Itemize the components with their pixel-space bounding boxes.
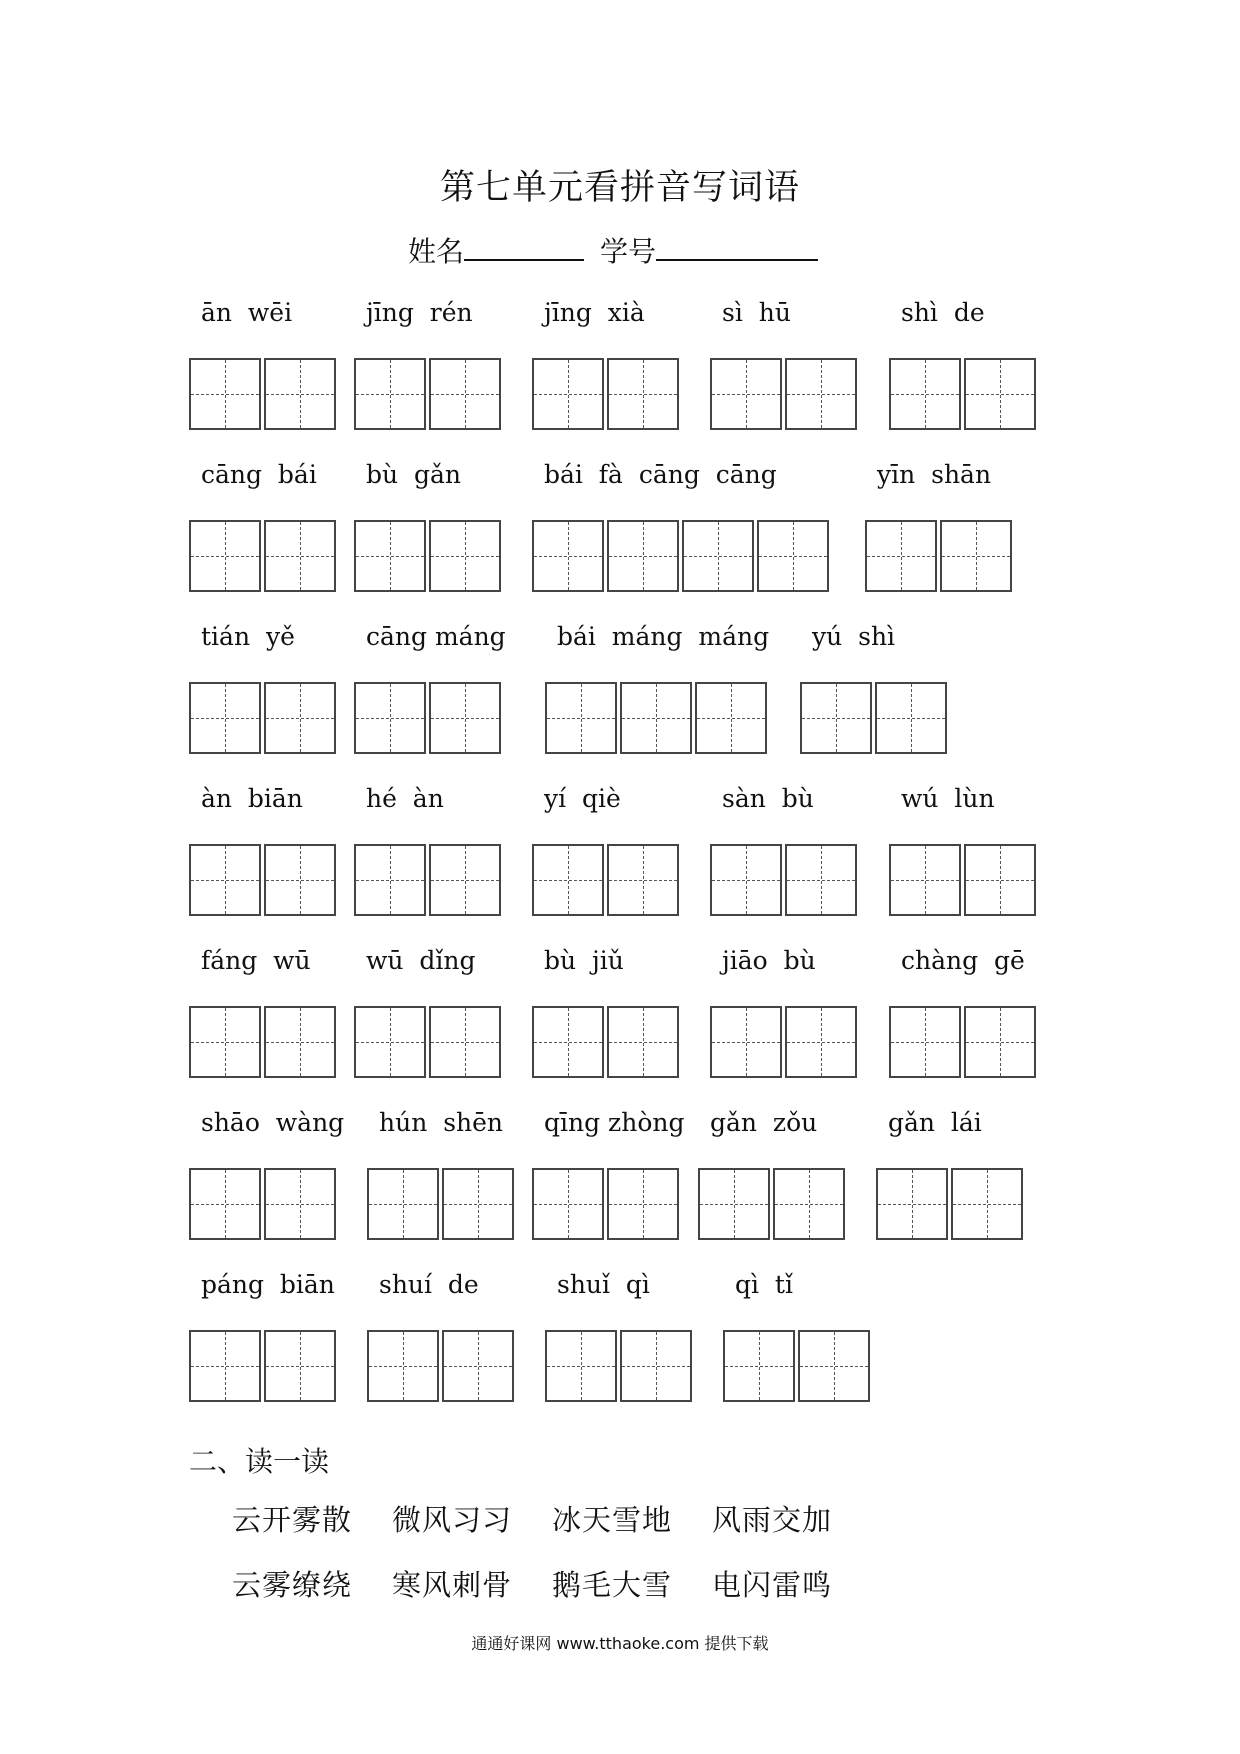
writing-box[interactable] (785, 358, 857, 430)
writing-box[interactable] (264, 358, 336, 430)
student-info (408, 230, 818, 270)
phrase: 鹅毛大雪 (552, 1568, 673, 1602)
writing-box[interactable] (429, 844, 501, 916)
writing-box[interactable] (607, 520, 679, 592)
writing-box[interactable] (532, 1006, 604, 1078)
pinyin-label: qīng zhòng (544, 1108, 685, 1137)
writing-box[interactable] (189, 358, 261, 430)
pinyin-label: bù jiǔ (544, 946, 624, 975)
pinyin-label: ān wēi (201, 298, 293, 327)
writing-box[interactable] (532, 1168, 604, 1240)
section-2-title: 二、读一读 (189, 1445, 330, 1478)
writing-box[interactable] (367, 1168, 439, 1240)
pinyin-label: gǎn lái (888, 1108, 982, 1137)
pinyin-label: gǎn zǒu (710, 1108, 818, 1137)
pinyin-label: yú shì (812, 622, 896, 651)
pinyin-label: cāng máng (366, 622, 506, 651)
writing-box[interactable] (798, 1330, 870, 1402)
writing-box[interactable] (620, 682, 692, 754)
writing-box[interactable] (354, 682, 426, 754)
writing-box[interactable] (698, 1168, 770, 1240)
writing-box[interactable] (889, 844, 961, 916)
writing-box[interactable] (710, 1006, 782, 1078)
writing-box[interactable] (429, 1006, 501, 1078)
phrase: 冰天雪地 (552, 1503, 673, 1537)
writing-box[interactable] (889, 358, 961, 430)
writing-box[interactable] (429, 358, 501, 430)
pinyin-label: shuǐ qì (557, 1270, 650, 1299)
writing-box[interactable] (723, 1330, 795, 1402)
pinyin-label: shì de (901, 298, 985, 327)
writing-box[interactable] (442, 1330, 514, 1402)
writing-box[interactable] (710, 844, 782, 916)
writing-box[interactable] (545, 1330, 617, 1402)
writing-box[interactable] (189, 682, 261, 754)
pinyin-label: hé àn (366, 784, 444, 813)
writing-box[interactable] (354, 358, 426, 430)
writing-box[interactable] (264, 844, 336, 916)
pinyin-label: jīng rén (366, 298, 473, 327)
writing-box[interactable] (875, 682, 947, 754)
pinyin-label: fáng wū (201, 946, 311, 975)
pinyin-label: qì tǐ (735, 1270, 793, 1299)
pinyin-label: jiāo bù (722, 946, 816, 975)
phrase: 微风习习 (392, 1503, 513, 1537)
phrase: 云雾缭绕 (232, 1568, 353, 1602)
writing-box[interactable] (940, 520, 1012, 592)
name-blank[interactable] (464, 235, 584, 261)
writing-box[interactable] (354, 844, 426, 916)
writing-box[interactable] (354, 520, 426, 592)
writing-box[interactable] (189, 844, 261, 916)
writing-box[interactable] (964, 844, 1036, 916)
writing-box[interactable] (607, 844, 679, 916)
footer: 通通好课网 www.tthaoke.com 提供下载 (471, 1634, 769, 1653)
pinyin-label: wū dǐng (366, 946, 476, 975)
writing-box[interactable] (189, 1168, 261, 1240)
writing-box[interactable] (964, 1006, 1036, 1078)
writing-box[interactable] (189, 520, 261, 592)
writing-box[interactable] (442, 1168, 514, 1240)
writing-box[interactable] (189, 1330, 261, 1402)
writing-box[interactable] (532, 844, 604, 916)
writing-box[interactable] (545, 682, 617, 754)
writing-box[interactable] (532, 358, 604, 430)
number-blank[interactable] (656, 235, 818, 261)
writing-box[interactable] (264, 1330, 336, 1402)
writing-box[interactable] (264, 520, 336, 592)
pinyin-label: hún shēn (379, 1108, 504, 1137)
pinyin-label: chàng gē (901, 946, 1025, 975)
pinyin-label: páng biān (201, 1270, 335, 1299)
writing-box[interactable] (785, 1006, 857, 1078)
writing-box[interactable] (951, 1168, 1023, 1240)
pinyin-label: tián yě (201, 622, 295, 651)
phrase: 云开雾散 (232, 1503, 353, 1537)
pinyin-label: shuí de (379, 1270, 479, 1299)
writing-box[interactable] (264, 1006, 336, 1078)
pinyin-label: sàn bù (722, 784, 814, 813)
writing-box[interactable] (429, 682, 501, 754)
writing-box[interactable] (964, 358, 1036, 430)
writing-box[interactable] (607, 358, 679, 430)
number-label: 学号 (600, 235, 657, 268)
writing-box[interactable] (367, 1330, 439, 1402)
pinyin-label: cāng bái (201, 460, 317, 489)
writing-box[interactable] (695, 682, 767, 754)
pinyin-label: yīn shān (877, 460, 992, 489)
name-label: 姓名 (408, 235, 465, 268)
writing-box[interactable] (889, 1006, 961, 1078)
writing-box[interactable] (620, 1330, 692, 1402)
writing-box[interactable] (773, 1168, 845, 1240)
pinyin-label: shāo wàng (201, 1108, 345, 1137)
writing-box[interactable] (785, 844, 857, 916)
pinyin-label: wú lùn (901, 784, 995, 813)
writing-box[interactable] (800, 682, 872, 754)
pinyin-label: àn biān (201, 784, 303, 813)
writing-box[interactable] (607, 1168, 679, 1240)
pinyin-label: sì hū (722, 298, 791, 327)
pinyin-label: bái máng máng (557, 622, 770, 651)
writing-box[interactable] (532, 520, 604, 592)
page-title: 第七单元看拼音写词语 (439, 168, 800, 208)
writing-box[interactable] (682, 520, 754, 592)
writing-box[interactable] (865, 520, 937, 592)
pinyin-label: bái fà cāng cāng (544, 460, 777, 489)
pinyin-label: yí qiè (544, 784, 621, 813)
writing-box[interactable] (607, 1006, 679, 1078)
pinyin-label: bù gǎn (366, 460, 462, 489)
writing-box[interactable] (876, 1168, 948, 1240)
writing-box[interactable] (710, 358, 782, 430)
phrase: 寒风刺骨 (392, 1568, 513, 1602)
phrase: 风雨交加 (712, 1503, 833, 1537)
pinyin-label: jīng xià (544, 298, 645, 327)
writing-box[interactable] (264, 1168, 336, 1240)
writing-box[interactable] (429, 520, 501, 592)
writing-box[interactable] (189, 1006, 261, 1078)
writing-box[interactable] (264, 682, 336, 754)
writing-box[interactable] (757, 520, 829, 592)
phrase: 电闪雷鸣 (712, 1568, 833, 1602)
writing-box[interactable] (354, 1006, 426, 1078)
